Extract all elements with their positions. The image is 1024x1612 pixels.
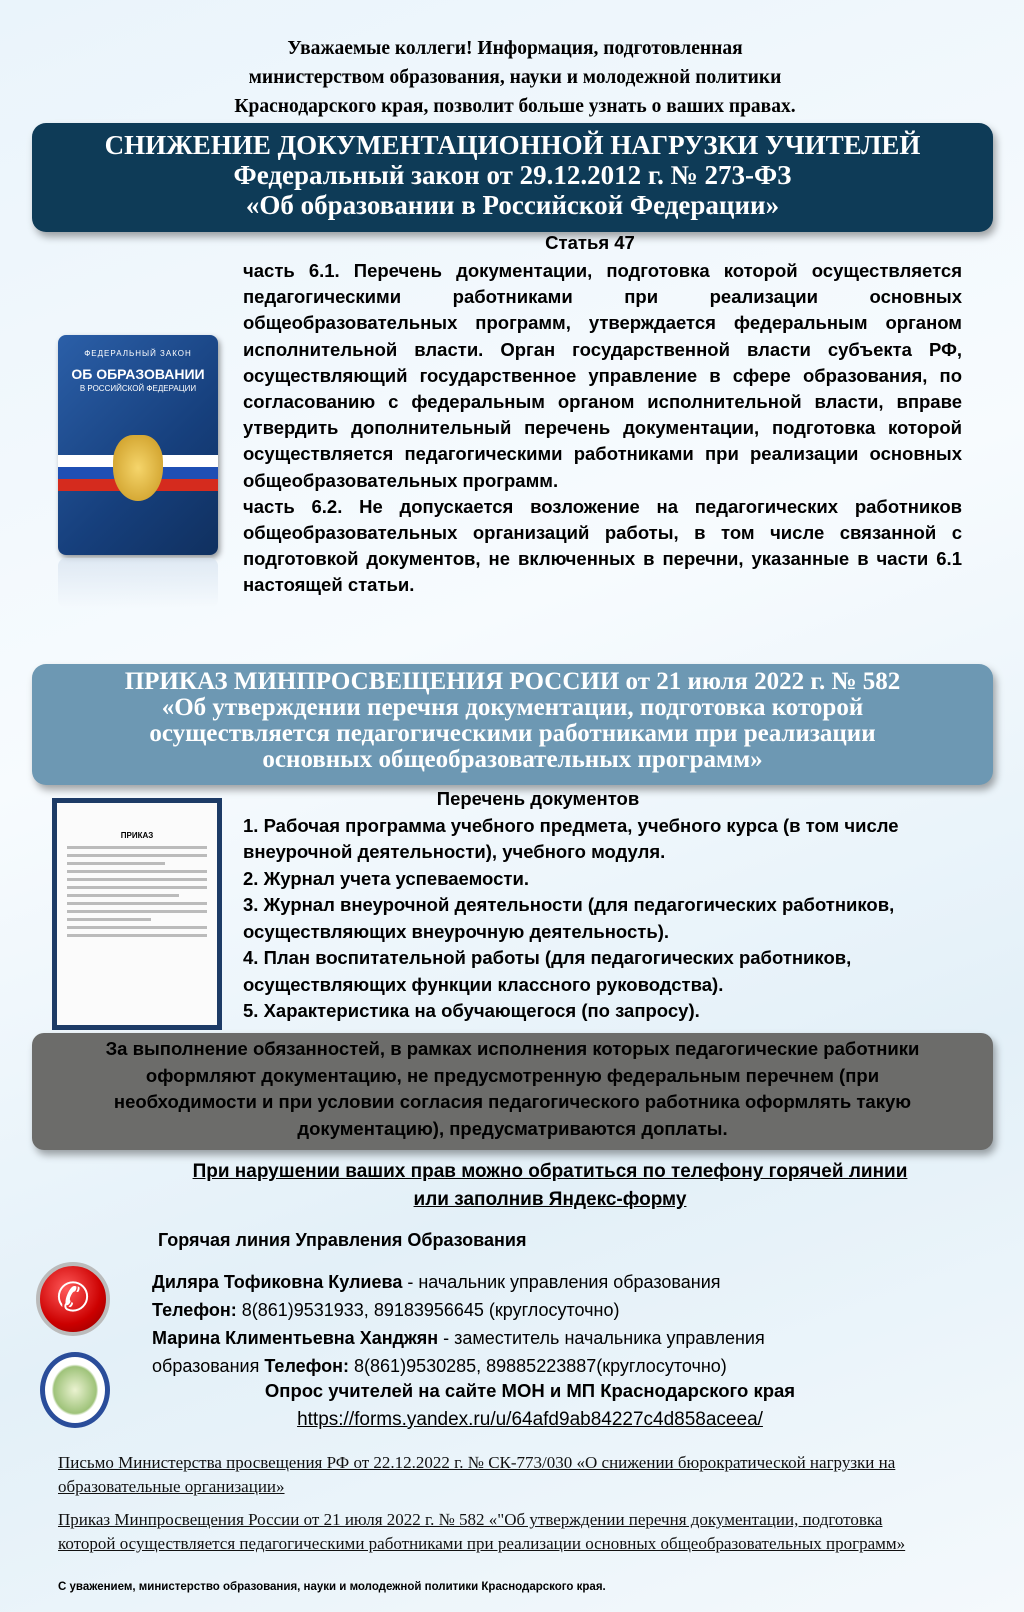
hotline-title: Горячая линия Управления Образования: [158, 1230, 527, 1250]
phone-icon: ✆: [36, 1262, 110, 1336]
book-label: ФЕДЕРАЛЬНЫЙ ЗАКОН: [84, 349, 192, 358]
banner-subtitle: Федеральный закон от 29.12.2012 г. № 273-ФЗ: [233, 160, 792, 190]
documents-list: [243, 786, 983, 1025]
list-item: 4. План воспитательной работы (для педагогических работников, осуществляющих функции классного руководства).: [243, 947, 852, 995]
signoff: С уважением, министерство образования, науки и молодежной политики Краснодарского края.: [58, 1581, 606, 1593]
survey-link[interactable]: https://forms.yandex.ru/u/64afd9ab84227c4d858aceea/: [297, 1409, 763, 1430]
list-item: 3. Журнал внеурочной деятельности (для педагогических работников, осуществляющих внеурочную деятельность).: [243, 894, 895, 942]
banner-subtitle: основных общеобразовательных программ»: [262, 746, 763, 773]
article-text: [243, 258, 962, 599]
article-part-6-1: часть 6.1. Перечень документации, подготовка которой осуществляется педагогическими работниками при реализации основных общеобразовательных программ, утверждается федеральным органом исполнительной власти. Орган государственной власти субъекта РФ, осуществляющий государственное управление в сфере образования, по согласованию с федеральным органом исполнительной власти, вправе утвердить дополнительный перечень документации, подготовка которой осуществляется педагогическими работниками при реализации основных общеобразовательных программ.: [243, 260, 962, 491]
contacts: [152, 1268, 765, 1380]
banner-subtitle: «Об образовании в Российской Федерации»: [245, 190, 780, 220]
book-label: ОБ ОБРАЗОВАНИИ: [71, 366, 205, 382]
list-title: Перечень документов: [436, 788, 640, 809]
contact-name: Диляра Тофиковна Кулиева: [152, 1272, 403, 1292]
hotline-call: [120, 1158, 980, 1214]
intro-line: Краснодарского края, позволит больше узнать о ваших правах.: [234, 96, 796, 117]
contact-2-phone: [152, 1352, 765, 1380]
banner-subtitle: осуществляется педагогическими работниками при реализации: [149, 720, 876, 747]
intro-line: Уважаемые коллеги! Информация, подготовленная: [287, 38, 743, 59]
payment-notice: [32, 1033, 993, 1150]
intro-line: министерством образования, науки и молодежной политики: [248, 67, 782, 88]
phone-label: Телефон:: [264, 1356, 350, 1376]
list-item: 2. Журнал учета успеваемости.: [243, 867, 529, 889]
list-item: 5. Характеристика на обучающегося (по запросу).: [243, 1000, 700, 1021]
phone-number[interactable]: 8(861)9531933, 89183956645 (круглосуточно): [236, 1300, 620, 1320]
coat-of-arms-icon: [113, 435, 163, 501]
reference-order-link[interactable]: Приказ Минпросвещения России от 21 июля 2022 г. № 582 «"Об утверждении перечня документации, подготовка которой осуществляется педагогическими работниками при реализации основных общеобразовательных программ»: [58, 1510, 906, 1553]
law-banner: [32, 123, 993, 232]
book-label: В РОССИЙСКОЙ ФЕДЕРАЦИИ: [79, 384, 197, 393]
reference-letter-link[interactable]: Письмо Министерства просвещения РФ от 22.12.2022 г. № СК-773/030 «О снижении бюрократической нагрузки на образовательные организации»: [58, 1453, 896, 1496]
contact-2-line: [152, 1324, 765, 1352]
order-document-image: [52, 798, 222, 1030]
intro-text: [100, 34, 930, 121]
banner-subtitle: «Об утверждении перечня документации, подготовка которой: [161, 694, 864, 721]
hotline-line: При нарушении ваших прав можно обратиться по телефону горячей линии: [192, 1161, 908, 1182]
list-item: 1. Рабочая программа учебного предмета, учебного курса (в том числе внеурочной деятельности), учебного модуля.: [243, 814, 899, 862]
contact-1-line: [152, 1268, 765, 1296]
article-title: Статья 47: [545, 232, 635, 253]
contact-role: образования: [152, 1356, 265, 1376]
survey-title: Опрос учителей на сайте МОН и МП Краснодарского края: [264, 1380, 796, 1401]
order-banner: [32, 664, 993, 785]
contact-role: - заместитель начальника управления: [438, 1328, 765, 1348]
contact-role: - начальник управления образования: [402, 1272, 721, 1292]
book-reflection: [58, 558, 218, 608]
phone-number[interactable]: 8(861)9530285, 89885223887(круглосуточно): [349, 1356, 727, 1376]
contact-name: Марина Климентьевна Ханджян: [152, 1328, 439, 1348]
ministry-logo: [40, 1352, 110, 1428]
banner-title: СНИЖЕНИЕ ДОКУМЕНТАЦИОННОЙ НАГРУЗКИ УЧИТЕЛЕЙ: [104, 130, 921, 160]
banner-title: ПРИКАЗ МИНПРОСВЕЩЕНИЯ РОССИИ от 21 июля 2022 г. № 582: [124, 668, 901, 695]
phone-label: Телефон:: [152, 1300, 237, 1320]
article-part-6-2: часть 6.2. Не допускается возложение на педагогических работников общеобразовательных организаций работы, в том числе связанной с подготовкой документов, не включенных в перечни, указанные в части 6.1 настоящей статьи.: [243, 495, 962, 596]
law-book-image: [58, 335, 218, 555]
contact-1-phone: [152, 1296, 765, 1324]
doc-label: ПРИКАЗ: [120, 831, 154, 840]
notice-text: За выполнение обязанностей, в рамках исполнения которых педагогические работники оформляют документацию, не предусмотренную федеральным перечнем (при необходимости и при условии согласия педагогического работника оформлять такую документацию), предусматриваются доплаты.: [105, 1038, 920, 1139]
hotline-line: или заполнив Яндекс-форму: [413, 1189, 687, 1210]
